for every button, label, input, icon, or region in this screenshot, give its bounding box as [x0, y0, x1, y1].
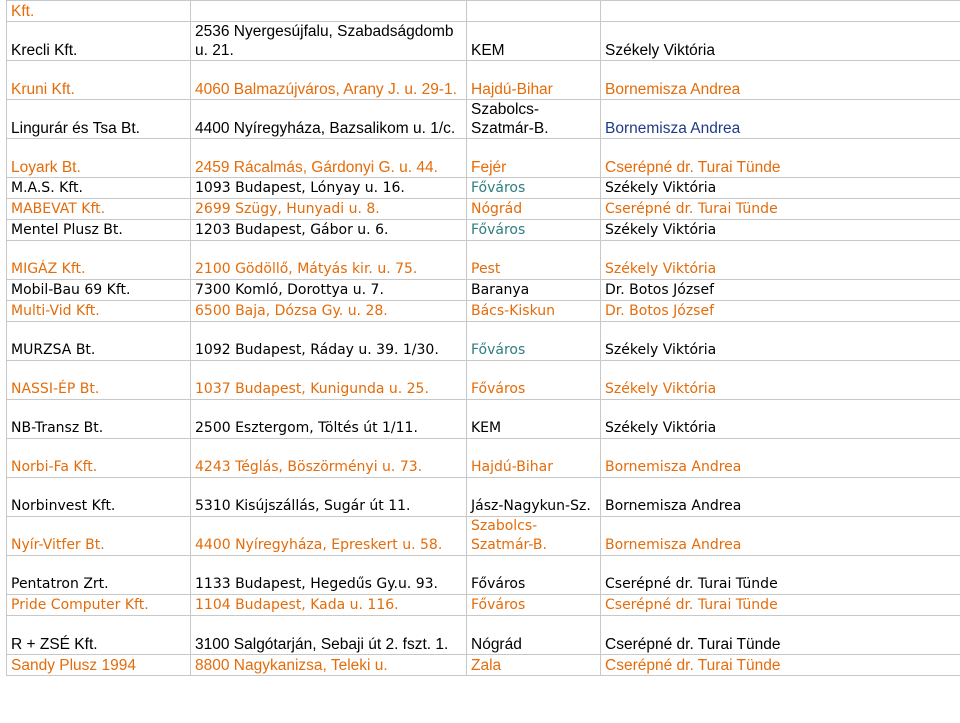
address-cell: 4243 Téglás, Böszörményi u. 73.: [191, 439, 467, 478]
table-row: [7, 361, 960, 400]
contact-cell: Cserépné dr. Turai Tünde: [601, 139, 960, 178]
company-cell: Loyark Bt.: [7, 139, 191, 178]
contact-cell: Székely Viktória: [601, 241, 960, 280]
county-cell: Hajdú-Bihar: [467, 439, 601, 478]
address-cell: 6500 Baja, Dózsa Gy. u. 28.: [191, 301, 467, 322]
address-cell: 1037 Budapest, Kunigunda u. 25.: [191, 361, 467, 400]
contact-cell: Bornemisza Andrea: [601, 478, 960, 517]
county-cell: Zala: [467, 655, 601, 676]
address-cell: 4060 Balmazújváros, Arany J. u. 29-1.: [191, 61, 467, 100]
company-cell: NASSI-ÉP Bt.: [7, 361, 191, 400]
county-cell: Főváros: [467, 595, 601, 616]
company-cell: Norbi-Fa Kft.: [7, 439, 191, 478]
contact-cell: Bornemisza Andrea: [601, 439, 960, 478]
company-cell: Lingurár és Tsa Bt.: [7, 100, 191, 139]
county-cell: Szabolcs-Szatmár-B.: [467, 100, 601, 139]
company-cell: Sandy Plusz 1994: [7, 655, 191, 676]
address-cell: 3100 Salgótarján, Sebaji út 2. fszt. 1.: [191, 616, 467, 655]
county-cell: Nógrád: [467, 199, 601, 220]
county-cell: [467, 1, 601, 22]
county-cell: Bács-Kiskun: [467, 301, 601, 322]
address-cell: [191, 1, 467, 22]
company-cell: MABEVAT Kft.: [7, 199, 191, 220]
county-cell: Hajdú-Bihar: [467, 61, 601, 100]
table-row: [7, 1, 960, 22]
contact-cell: Cserépné dr. Turai Tünde: [601, 616, 960, 655]
county-cell: KEM: [467, 22, 601, 61]
table-row: [7, 178, 960, 199]
company-cell: Krecli Kft.: [7, 22, 191, 61]
company-cell: Pride Computer Kft.: [7, 595, 191, 616]
table-row: [7, 61, 960, 100]
table-row: [7, 400, 960, 439]
table-row: [7, 100, 960, 139]
company-cell: M.A.S. Kft.: [7, 178, 191, 199]
company-cell: MIGÁZ Kft.: [7, 241, 191, 280]
table-row: [7, 199, 960, 220]
address-cell: 8800 Nagykanizsa, Teleki u.: [191, 655, 467, 676]
company-cell: Mobil-Bau 69 Kft.: [7, 280, 191, 301]
contact-cell: Székely Viktória: [601, 400, 960, 439]
county-cell: Főváros: [467, 220, 601, 241]
address-cell: 2500 Esztergom, Töltés út 1/11.: [191, 400, 467, 439]
contact-cell: Székely Viktória: [601, 322, 960, 361]
table-row: [7, 439, 960, 478]
table-row: [7, 241, 960, 280]
contact-cell: Székely Viktória: [601, 22, 960, 61]
table-row: [7, 655, 960, 676]
company-cell: Kft.: [7, 1, 191, 22]
table-row: [7, 280, 960, 301]
contact-cell: Cserépné dr. Turai Tünde: [601, 595, 960, 616]
contact-cell: Cserépné dr. Turai Tünde: [601, 556, 960, 595]
contact-cell: Cserépné dr. Turai Tünde: [601, 655, 960, 676]
company-cell: NB-Transz Bt.: [7, 400, 191, 439]
contact-cell: Dr. Botos József: [601, 301, 960, 322]
county-cell: Baranya: [467, 280, 601, 301]
contact-cell: Székely Viktória: [601, 178, 960, 199]
county-cell: Főváros: [467, 556, 601, 595]
company-cell: Norbinvest Kft.: [7, 478, 191, 517]
company-cell: Multi-Vid Kft.: [7, 301, 191, 322]
county-cell: Szabolcs-Szatmár-B.: [467, 517, 601, 556]
county-cell: Nógrád: [467, 616, 601, 655]
contact-cell: Bornemisza Andrea: [601, 100, 960, 139]
address-cell: 1093 Budapest, Lónyay u. 16.: [191, 178, 467, 199]
table-row: [7, 22, 960, 61]
address-cell: 7300 Komló, Dorottya u. 7.: [191, 280, 467, 301]
company-cell: Kruni Kft.: [7, 61, 191, 100]
contact-cell: Bornemisza Andrea: [601, 517, 960, 556]
county-cell: Főváros: [467, 361, 601, 400]
table-row: [7, 616, 960, 655]
address-cell: 2699 Szügy, Hunyadi u. 8.: [191, 199, 467, 220]
address-cell: 1092 Budapest, Ráday u. 39. 1/30.: [191, 322, 467, 361]
company-cell: Nyír-Vitfer Bt.: [7, 517, 191, 556]
company-table-body: [7, 1, 960, 676]
company-table: [6, 0, 960, 676]
address-cell: 1133 Budapest, Hegedűs Gy.u. 93.: [191, 556, 467, 595]
address-cell: 4400 Nyíregyháza, Bazsalikom u. 1/c.: [191, 100, 467, 139]
table-row: [7, 478, 960, 517]
county-cell: Fejér: [467, 139, 601, 178]
table-row: [7, 322, 960, 361]
county-cell: Főváros: [467, 178, 601, 199]
county-cell: Pest: [467, 241, 601, 280]
address-cell: 2459 Rácalmás, Gárdonyi G. u. 44.: [191, 139, 467, 178]
contact-cell: [601, 1, 960, 22]
table-row: [7, 301, 960, 322]
company-cell: Mentel Plusz Bt.: [7, 220, 191, 241]
contact-cell: Cserépné dr. Turai Tünde: [601, 199, 960, 220]
address-cell: 1203 Budapest, Gábor u. 6.: [191, 220, 467, 241]
table-row: [7, 595, 960, 616]
address-cell: 4400 Nyíregyháza, Epreskert u. 58.: [191, 517, 467, 556]
table-row: [7, 517, 960, 556]
address-cell: 2100 Gödöllő, Mátyás kir. u. 75.: [191, 241, 467, 280]
county-cell: KEM: [467, 400, 601, 439]
company-cell: Pentatron Zrt.: [7, 556, 191, 595]
table-row: [7, 556, 960, 595]
company-cell: MURZSA Bt.: [7, 322, 191, 361]
company-cell: R + ZSÉ Kft.: [7, 616, 191, 655]
contact-cell: Székely Viktória: [601, 361, 960, 400]
contact-cell: Székely Viktória: [601, 220, 960, 241]
address-cell: 1104 Budapest, Kada u. 116.: [191, 595, 467, 616]
county-cell: Jász-Nagykun-Sz.: [467, 478, 601, 517]
table-row: [7, 220, 960, 241]
contact-cell: Dr. Botos József: [601, 280, 960, 301]
table-row: [7, 139, 960, 178]
address-cell: 5310 Kisújszállás, Sugár út 11.: [191, 478, 467, 517]
contact-cell: Bornemisza Andrea: [601, 61, 960, 100]
address-cell: 2536 Nyergesújfalu, Szabadságdomb u. 21.: [191, 22, 467, 61]
county-cell: Főváros: [467, 322, 601, 361]
